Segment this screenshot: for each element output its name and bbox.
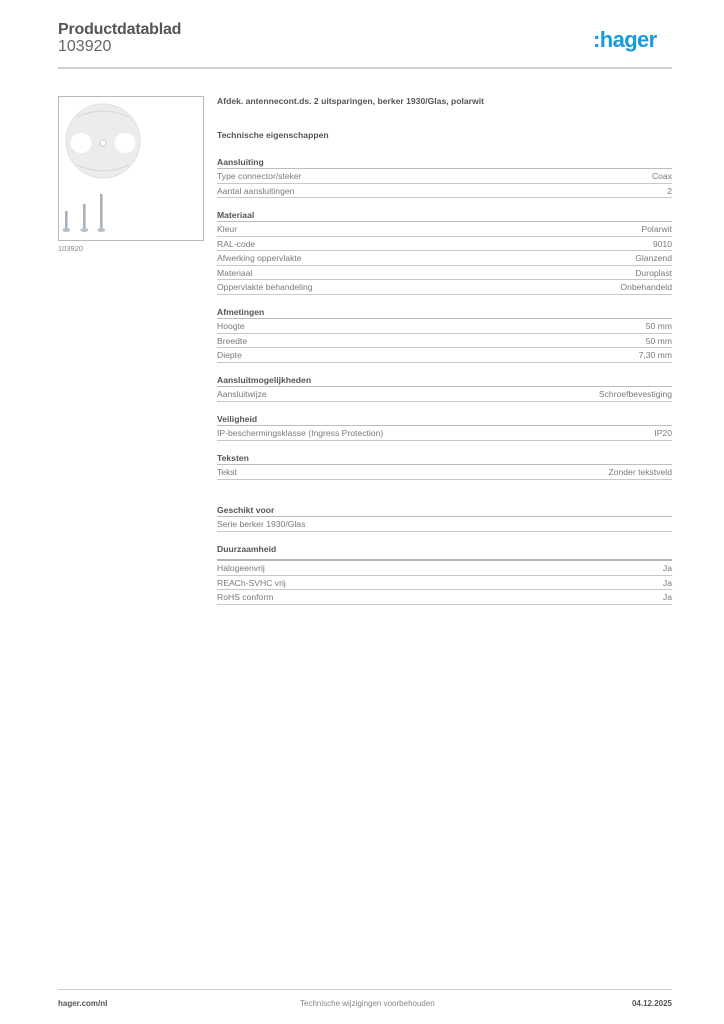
spec-value: Glanzend — [635, 253, 672, 264]
group-heading: Afmetingen — [217, 305, 672, 319]
spec-row — [217, 280, 672, 295]
spec-value: 9010 — [652, 238, 672, 249]
spec-label: Diepte — [217, 350, 242, 361]
spec-value: Ja — [662, 592, 672, 603]
spec-row — [217, 590, 672, 605]
spec-row — [217, 387, 672, 402]
spec-label: Type connector/steker — [217, 171, 302, 181]
group-heading: Veiligheid — [217, 412, 672, 426]
document-title: Productdatablad — [58, 21, 182, 38]
footer-notice: Technische wijzigingen voorbehouden — [300, 999, 435, 1008]
spec-label: Breedte — [217, 335, 248, 346]
product-number: 103920 — [58, 38, 112, 55]
spec-label: RAL-code — [217, 238, 256, 249]
screw-icon — [62, 211, 70, 232]
spec-value: Onbehandeld — [620, 282, 672, 293]
spec-value: Schroefbevestiging — [598, 389, 672, 399]
spec-row — [217, 184, 672, 199]
spec-value: Zonder tekstveld — [608, 467, 672, 477]
spec-value: Ja — [662, 577, 672, 588]
cover-plate-illustration — [59, 97, 203, 240]
group-heading: Geschikt voor — [217, 503, 672, 517]
spec-row — [217, 334, 672, 349]
spec-label: Aantal aansluitingen — [217, 185, 295, 196]
spec-value: Ja — [662, 563, 672, 573]
product-title: Afdek. antennecont.ds. 2 uitsparingen, berker 1930/Glas, polarwit — [217, 96, 484, 106]
spec-group-materiaal — [217, 208, 672, 295]
spec-value: 50 mm — [645, 335, 672, 346]
group-heading: Aansluitmogelijkheden — [217, 373, 672, 387]
spec-row — [217, 251, 672, 266]
spec-value: 7,30 mm — [638, 350, 672, 361]
spec-group-duurzaamheid — [217, 542, 672, 605]
footer-website-link[interactable]: hager.com/nl — [58, 999, 108, 1008]
spec-row — [217, 266, 672, 281]
spec-row — [217, 222, 672, 237]
spec-value: Polarwit — [641, 224, 672, 234]
spec-label: Serie berker 1930/Glas — [217, 519, 306, 529]
spec-label: Oppervlakte behandeling — [217, 282, 313, 293]
image-caption: 103920 — [58, 244, 84, 253]
spec-row — [217, 348, 672, 363]
spec-label: IP-beschermingsklasse (Ingress Protection) — [217, 428, 384, 438]
spec-group-veiligheid — [217, 412, 672, 441]
screw-icon — [97, 194, 105, 232]
spec-group-afmetingen — [217, 305, 672, 363]
spec-group-aansluiting — [217, 155, 672, 198]
spec-group-teksten — [217, 451, 672, 480]
spec-row — [217, 237, 672, 252]
group-heading: Duurzaamheid — [217, 542, 672, 561]
group-heading: Materiaal — [217, 208, 672, 222]
spec-label: Materiaal — [217, 267, 253, 278]
spec-label: Afwerking oppervlakte — [217, 253, 302, 264]
footer-divider — [58, 989, 672, 990]
hager-logo: :hager — [593, 27, 657, 52]
spec-row — [217, 169, 672, 184]
spec-label: Halogeenvrij — [217, 563, 265, 573]
spec-label: Aansluitwijze — [217, 389, 267, 399]
spec-row — [217, 319, 672, 334]
screw-icon — [80, 204, 88, 232]
group-heading: Aansluiting — [217, 155, 672, 169]
spec-value: Coax — [651, 171, 672, 181]
spec-row — [217, 561, 672, 576]
header-divider — [58, 67, 672, 69]
spec-value: 50 mm — [645, 321, 672, 331]
spec-value: 2 — [667, 185, 672, 196]
spec-row — [217, 426, 672, 441]
spec-group-geschikt-voor — [217, 503, 672, 532]
spec-value: Duroplast — [635, 267, 672, 278]
product-image — [58, 96, 204, 241]
spec-label: Hoogte — [217, 321, 245, 331]
spec-label: Tekst — [217, 467, 238, 477]
spec-row — [217, 465, 672, 480]
spec-group-aansluitmogelijkheden — [217, 373, 672, 402]
spec-label: Kleur — [217, 224, 238, 234]
section-title-technical: Technische eigenschappen — [217, 130, 329, 140]
spec-label: REACh-SVHC vrij — [217, 577, 286, 588]
spec-row — [217, 576, 672, 591]
footer-date: 04.12.2025 — [631, 999, 672, 1008]
spec-value: IP20 — [654, 428, 672, 438]
spec-label: RoHS conform — [217, 592, 274, 603]
group-heading: Teksten — [217, 451, 672, 465]
spec-row — [217, 517, 672, 532]
